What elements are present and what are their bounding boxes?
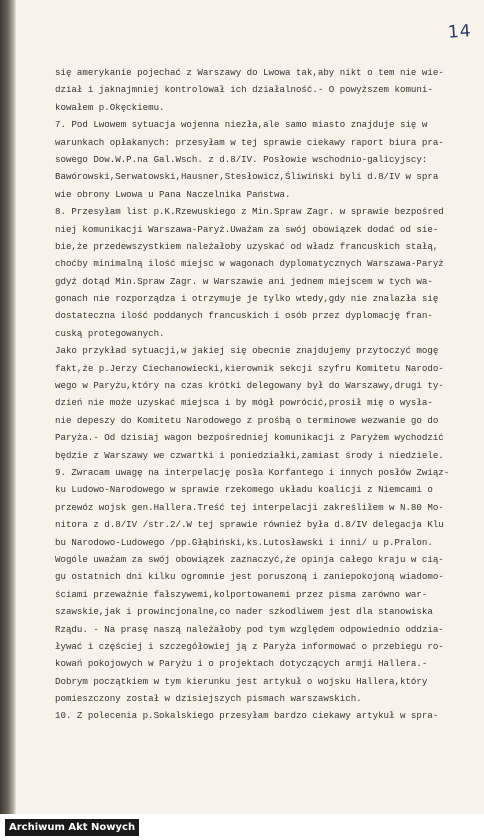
text-line: się amerykanie pojechać z Warszawy do Lwowa tak,aby nikt o tem nie wie-	[55, 67, 444, 78]
text-line: kowań pokojowych w Paryżu i o projektach dotyczących armji Hallera.-	[55, 658, 428, 670]
text-line: kowałem p.Okęckiemu.	[55, 101, 165, 113]
text-line: dostateczna ilość poddanych francuskich i osób przez dyplomację fran-	[55, 310, 433, 322]
text-line: szawskie,jak i prowincjonalne,co nader szkodliwem jest dla stanowiska	[55, 606, 433, 618]
text-line: Bawórowski,Serwatowski,Hausner,Stesłowicz,Śliwiński byli d.8/IV w spra	[55, 171, 439, 183]
text-line: gu ostatnich dni kilku ogromnie jest poruszoną i zaniepokojoną wiadomo-	[55, 571, 444, 583]
archive-footer	[0, 814, 484, 840]
text-line: ściami przeważnie fałszywemi,kolportowanemi przez pisma zarówno war-	[55, 588, 428, 600]
text-line: Paryża.- Od dzisiaj wagon bezpośredniej komunikacji z Paryżem wychodzić	[55, 432, 444, 444]
text-line: 9. Zwracam uwagę na interpelację posła Korfantego i innych posłów Związ-	[55, 466, 450, 478]
text-line: sowego Dow.W.P.na Gal.Wsch. z d.8/IV. Posłowie wschodnio-galicyjscy:	[55, 153, 428, 165]
text-line: pomieszczony został w dzisiejszych pismach warszawskich.	[55, 693, 362, 705]
text-line: dział i jaknajmniej kontrolował ich działalność.- O powyższem komuni-	[55, 84, 433, 96]
text-line: warunkach opłakanych: przesyłam w tej sprawie ciekawy raport biura pra-	[55, 136, 444, 148]
text-line: niej komunikacji Warszawa-Paryż.Uważam za swój obowiązek dodać od sie-	[55, 223, 439, 235]
text-line: choćby minimalną ilość miejsc w wagonach dyplomatycznych Warszawa-Paryż	[55, 258, 444, 270]
text-line: Wogóle uważam za swój obowiązek zaznaczyć,że opinja całego kraju w cią-	[55, 553, 444, 565]
text-line: 8. Przesyłam list p.K.Rzewuskiego z Min.Spraw Zagr. w sprawie bezpośred	[55, 206, 444, 218]
text-line: cuską protegowanych.	[55, 327, 165, 339]
text-line: wie obrony Lwowa u Pana Naczelnika Państwa.	[55, 188, 291, 200]
text-line: bu Narodowo-Ludowego /pp.Głąbiński,ks.Lutosławski i inni/ u p.Pralon.	[55, 536, 433, 548]
text-line: wego w Paryżu,który na czas krótki delegowany był do Warszawy,drugi ty-	[55, 380, 444, 392]
text-line: ku Ludowo-Narodowego w sprawie rzekomego układu koalicji z Niemcami o	[55, 484, 433, 496]
text-line: gonach nie rozporządza i otrzymuje je tylko wtedy,gdy nie znalazła się	[55, 293, 439, 305]
text-line: nitora z d.8/IV /str.2/.W tej sprawie również była d.8/IV delegacja Klu	[55, 519, 444, 531]
text-line: będzie z Warszawy we czwartki i poniedziałki,zamiast środy i niedziele.	[55, 449, 444, 461]
text-line: bie,że przedewszystkiem należałoby uzyskać od władz francuskich stałą,	[55, 240, 439, 252]
text-line: 7. Pod Lwowem sytuacja wojenna niezła,ale samo miasto znajduje się w	[55, 119, 428, 131]
text-line: ływać i częściej i szczegółowiej ją z Paryża informować o przebiegu ro-	[55, 640, 444, 652]
archive-label: Archiwum Akt Nowych	[5, 819, 139, 836]
text-line: 10. Z polecenia p.Sokalskiego przesyłam bardzo ciekawy artykuł w spra-	[55, 710, 439, 722]
text-line: przewóz wojsk gen.Hallera.Treść tej interpelacji zakreśliłem w N.80 Mo-	[55, 501, 444, 513]
text-line: gdyż dotąd Min.Spraw Zagr. w Warszawie ani jednem miejscem w tych wa-	[55, 275, 433, 287]
text-line: Dobrym początkiem w tym kierunku jest artykuł o wojsku Hallera,który	[55, 675, 428, 687]
text-line: fakt,że p.Jerzy Ciechanowiecki,kierownik sekcji szyfru Komitetu Narodo-	[55, 362, 444, 374]
folio-number: 14	[447, 21, 473, 43]
text-line: dzień nie może uzyskać miejsca i by mógł powrócić,prosił mię o wysła-	[55, 397, 433, 409]
text-line: nie depeszy do Komitetu Narodowego z prośbą o terminowe wezwanie go do	[55, 414, 439, 426]
text-line: Rządu. - Na prasę naszą należałoby pod tym względem odpowiednio oddzia-	[55, 623, 444, 635]
text-line: Jako przykład sytuacji,w jakiej się obecnie znajdujemy przytoczyć mogę	[55, 345, 439, 357]
typed-text-body	[55, 64, 450, 725]
scanner-edge	[0, 0, 16, 814]
